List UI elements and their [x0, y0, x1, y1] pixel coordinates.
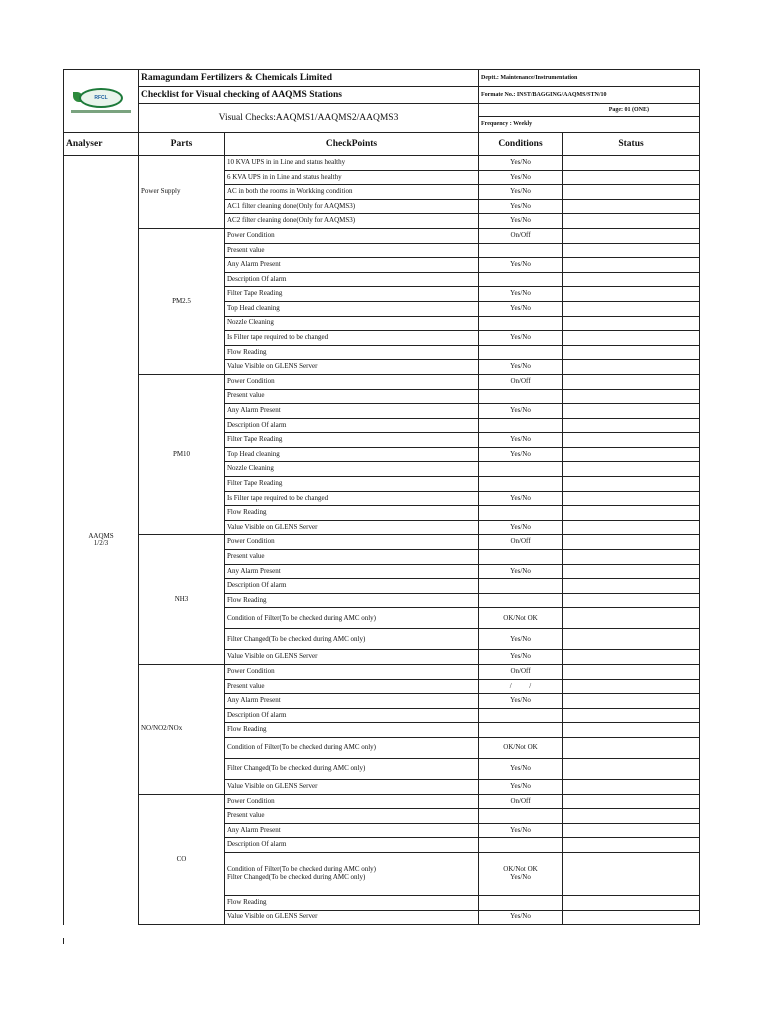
status-cell[interactable]: [563, 360, 700, 375]
column-conditions: Conditions: [479, 133, 563, 156]
condition-cell: [479, 418, 563, 433]
status-cell[interactable]: [563, 506, 700, 521]
status-cell[interactable]: [563, 404, 700, 419]
checkpoint-cell: Flow Reading: [225, 506, 479, 521]
checkpoint-cell: Flow Reading: [225, 593, 479, 608]
status-cell[interactable]: [563, 895, 700, 910]
checkpoint-cell: Condition of Filter(To be checked during AMC only): [225, 737, 479, 758]
status-cell[interactable]: [563, 823, 700, 838]
checkpoint-cell: Present value: [225, 550, 479, 565]
checkpoint-cell: Is Filter tape required to be changed: [225, 491, 479, 506]
part-label: PM10: [139, 374, 225, 535]
status-cell[interactable]: [563, 679, 700, 694]
status-cell[interactable]: [563, 462, 700, 477]
condition-cell: Yes/No: [479, 447, 563, 462]
checkpoint-cell: 10 KVA UPS in in Line and status healthy: [225, 156, 479, 171]
checkpoint-cell: Top Head cleaning: [225, 301, 479, 316]
condition-cell: OK/Not OK: [479, 737, 563, 758]
condition-cell: [479, 243, 563, 258]
frequency-label: Frequency : Weekly: [479, 117, 700, 133]
condition-cell: [479, 809, 563, 824]
condition-cell: Yes/No: [479, 629, 563, 650]
checkpoint-cell: Flow Reading: [225, 345, 479, 360]
checkpoint-cell: Power Condition: [225, 228, 479, 243]
condition-cell: / /: [479, 679, 563, 694]
checkpoint-cell: Condition of Filter(To be checked during AMC only): [225, 608, 479, 629]
condition-cell: [479, 593, 563, 608]
condition-cell: [479, 838, 563, 853]
checkpoint-cell: Filter Tape Reading: [225, 433, 479, 448]
condition-cell: Yes/No: [479, 214, 563, 229]
status-cell[interactable]: [563, 331, 700, 346]
checkpoint-cell: Value Visible on GLENS Server: [225, 650, 479, 665]
checkpoint-cell: Any Alarm Present: [225, 823, 479, 838]
condition-cell: On/Off: [479, 794, 563, 809]
condition-cell: Yes/No: [479, 287, 563, 302]
part-label: NO/NO2/NOx: [139, 665, 225, 795]
status-cell[interactable]: [563, 665, 700, 680]
status-cell[interactable]: [563, 316, 700, 331]
status-cell[interactable]: [563, 170, 700, 185]
checkpoint-cell: Value Visible on GLENS Server: [225, 779, 479, 794]
checkpoint-cell: AC1 filter cleaning done(Only for AAQMS3): [225, 199, 479, 214]
checkpoint-cell: Top Head cleaning: [225, 447, 479, 462]
column-status: Status: [563, 133, 700, 156]
status-cell[interactable]: [563, 910, 700, 925]
status-cell[interactable]: [563, 838, 700, 853]
status-cell[interactable]: [563, 185, 700, 200]
checkpoint-cell: Filter Changed(To be checked during AMC only): [225, 758, 479, 779]
condition-cell: [479, 723, 563, 738]
status-cell[interactable]: [563, 433, 700, 448]
status-cell[interactable]: [563, 228, 700, 243]
checkpoint-cell: Any Alarm Present: [225, 404, 479, 419]
part-label: CO: [139, 794, 225, 925]
checkpoint-cell: Flow Reading: [225, 723, 479, 738]
status-cell[interactable]: [563, 491, 700, 506]
checkpoint-cell: Filter Tape Reading: [225, 287, 479, 302]
checkpoint-cell: Present value: [225, 389, 479, 404]
condition-cell: On/Off: [479, 374, 563, 389]
status-cell[interactable]: [563, 629, 700, 650]
condition-cell: Yes/No: [479, 491, 563, 506]
table-row: [64, 665, 700, 680]
checkpoint-cell: Value Visible on GLENS Server: [225, 360, 479, 375]
condition-cell: Yes/No: [479, 301, 563, 316]
checkpoint-cell: Condition of Filter(To be checked during AMC only) Filter Changed(To be checked during AMC only): [225, 852, 479, 895]
condition-cell: [479, 579, 563, 594]
status-cell[interactable]: [563, 447, 700, 462]
table-row: [64, 374, 700, 389]
table-row: [64, 794, 700, 809]
column-parts: Parts: [139, 133, 225, 156]
visual-checks-title: Visual Checks:AAQMS1/AAQMS2/AAQMS3: [139, 104, 479, 133]
condition-cell: Yes/No: [479, 331, 563, 346]
condition-cell: OK/Not OK Yes/No: [479, 852, 563, 895]
status-cell[interactable]: [563, 374, 700, 389]
column-checkpoints: CheckPoints: [225, 133, 479, 156]
condition-cell: [479, 477, 563, 492]
company-name: Ramagundam Fertilizers & Chemicals Limited: [139, 70, 479, 87]
condition-cell: Yes/No: [479, 156, 563, 171]
condition-cell: Yes/No: [479, 564, 563, 579]
status-cell[interactable]: [563, 535, 700, 550]
column-analyser: Analyser: [64, 133, 139, 156]
checkpoint-cell: Nozzle Cleaning: [225, 316, 479, 331]
condition-cell: [479, 550, 563, 565]
status-cell[interactable]: [563, 593, 700, 608]
status-cell[interactable]: [563, 156, 700, 171]
condition-cell: [479, 345, 563, 360]
condition-cell: [479, 895, 563, 910]
status-cell[interactable]: [563, 243, 700, 258]
status-cell[interactable]: [563, 650, 700, 665]
status-cell[interactable]: [563, 477, 700, 492]
checkpoint-cell: Filter Tape Reading: [225, 477, 479, 492]
checkpoint-cell: AC2 filter cleaning done(Only for AAQMS3): [225, 214, 479, 229]
formate-number: Formate No.: INST/BAGGING/AAQMS/STN/10: [479, 87, 700, 104]
status-cell[interactable]: [563, 272, 700, 287]
status-cell[interactable]: [563, 389, 700, 404]
condition-cell: [479, 389, 563, 404]
status-cell[interactable]: [563, 779, 700, 794]
condition-cell: Yes/No: [479, 170, 563, 185]
checkpoint-cell: Value Visible on GLENS Server: [225, 520, 479, 535]
checkpoint-cell: Is Filter tape required to be changed: [225, 331, 479, 346]
condition-cell: [479, 462, 563, 477]
checkpoint-cell: AC in both the rooms in Workking condition: [225, 185, 479, 200]
status-cell[interactable]: [563, 758, 700, 779]
dept-label: Deptt.: Maintenance/Instrumentation: [479, 70, 700, 87]
condition-cell: Yes/No: [479, 199, 563, 214]
checkpoint-cell: Any Alarm Present: [225, 258, 479, 273]
status-cell[interactable]: [563, 608, 700, 629]
status-cell[interactable]: [563, 301, 700, 316]
checkpoint-cell: Present value: [225, 243, 479, 258]
condition-cell: Yes/No: [479, 433, 563, 448]
checkpoint-cell: Filter Changed(To be checked during AMC only): [225, 629, 479, 650]
status-cell[interactable]: [563, 418, 700, 433]
condition-cell: Yes/No: [479, 758, 563, 779]
status-cell[interactable]: [563, 579, 700, 594]
table-row: [64, 535, 700, 550]
checkpoint-cell: Power Condition: [225, 665, 479, 680]
checklist-title: Checklist for Visual checking of AAQMS Stations: [139, 87, 479, 104]
condition-cell: Yes/No: [479, 650, 563, 665]
checkpoint-cell: 6 KVA UPS in in Line and status healthy: [225, 170, 479, 185]
checklist-table: [63, 69, 700, 925]
status-cell[interactable]: [563, 199, 700, 214]
condition-cell: Yes/No: [479, 258, 563, 273]
analyser-label: AAQMS 1/2/3: [64, 156, 139, 925]
condition-cell: Yes/No: [479, 910, 563, 925]
checkpoint-cell: Description Of alarm: [225, 418, 479, 433]
checkpoint-cell: Any Alarm Present: [225, 564, 479, 579]
status-cell[interactable]: [563, 737, 700, 758]
status-cell[interactable]: [563, 564, 700, 579]
condition-cell: On/Off: [479, 535, 563, 550]
status-cell[interactable]: [563, 809, 700, 824]
condition-cell: [479, 708, 563, 723]
condition-cell: Yes/No: [479, 404, 563, 419]
condition-cell: Yes/No: [479, 520, 563, 535]
status-cell[interactable]: [563, 258, 700, 273]
status-cell[interactable]: [563, 550, 700, 565]
condition-cell: On/Off: [479, 665, 563, 680]
checkpoint-cell: Description Of alarm: [225, 838, 479, 853]
analyser-border-tail: [63, 938, 64, 944]
part-label: Power Supply: [139, 156, 225, 229]
table-row: [64, 228, 700, 243]
page-number: Page: 01 (ONE): [479, 104, 700, 117]
condition-cell: Yes/No: [479, 185, 563, 200]
checkpoint-cell: Nozzle Cleaning: [225, 462, 479, 477]
checkpoint-cell: Present value: [225, 809, 479, 824]
checkpoint-cell: Present value: [225, 679, 479, 694]
part-label: NH3: [139, 535, 225, 665]
part-label: PM2.5: [139, 228, 225, 374]
status-cell[interactable]: [563, 694, 700, 709]
condition-cell: [479, 272, 563, 287]
checkpoint-cell: Description Of alarm: [225, 579, 479, 594]
status-cell[interactable]: [563, 794, 700, 809]
condition-cell: Yes/No: [479, 694, 563, 709]
condition-cell: On/Off: [479, 228, 563, 243]
status-cell[interactable]: [563, 345, 700, 360]
checklist-sheet: [63, 69, 699, 925]
checkpoint-cell: Power Condition: [225, 374, 479, 389]
status-cell[interactable]: [563, 520, 700, 535]
checkpoint-cell: Power Condition: [225, 794, 479, 809]
status-cell[interactable]: [563, 708, 700, 723]
condition-cell: Yes/No: [479, 823, 563, 838]
status-cell[interactable]: [563, 287, 700, 302]
checkpoint-cell: Description Of alarm: [225, 272, 479, 287]
checkpoint-cell: Value Visible on GLENS Server: [225, 910, 479, 925]
logo-cell: [64, 70, 139, 133]
status-cell[interactable]: [563, 214, 700, 229]
status-cell[interactable]: [563, 723, 700, 738]
checkpoint-cell: Description Of alarm: [225, 708, 479, 723]
checkpoint-cell: Power Condition: [225, 535, 479, 550]
checkpoint-cell: Any Alarm Present: [225, 694, 479, 709]
checkpoint-cell: Flow Reading: [225, 895, 479, 910]
condition-cell: OK/Not OK: [479, 608, 563, 629]
condition-cell: Yes/No: [479, 360, 563, 375]
status-cell[interactable]: [563, 852, 700, 895]
condition-cell: [479, 506, 563, 521]
condition-cell: [479, 316, 563, 331]
rfcl-logo-icon: RFCL: [71, 87, 131, 113]
table-row: [64, 156, 700, 171]
condition-cell: Yes/No: [479, 779, 563, 794]
